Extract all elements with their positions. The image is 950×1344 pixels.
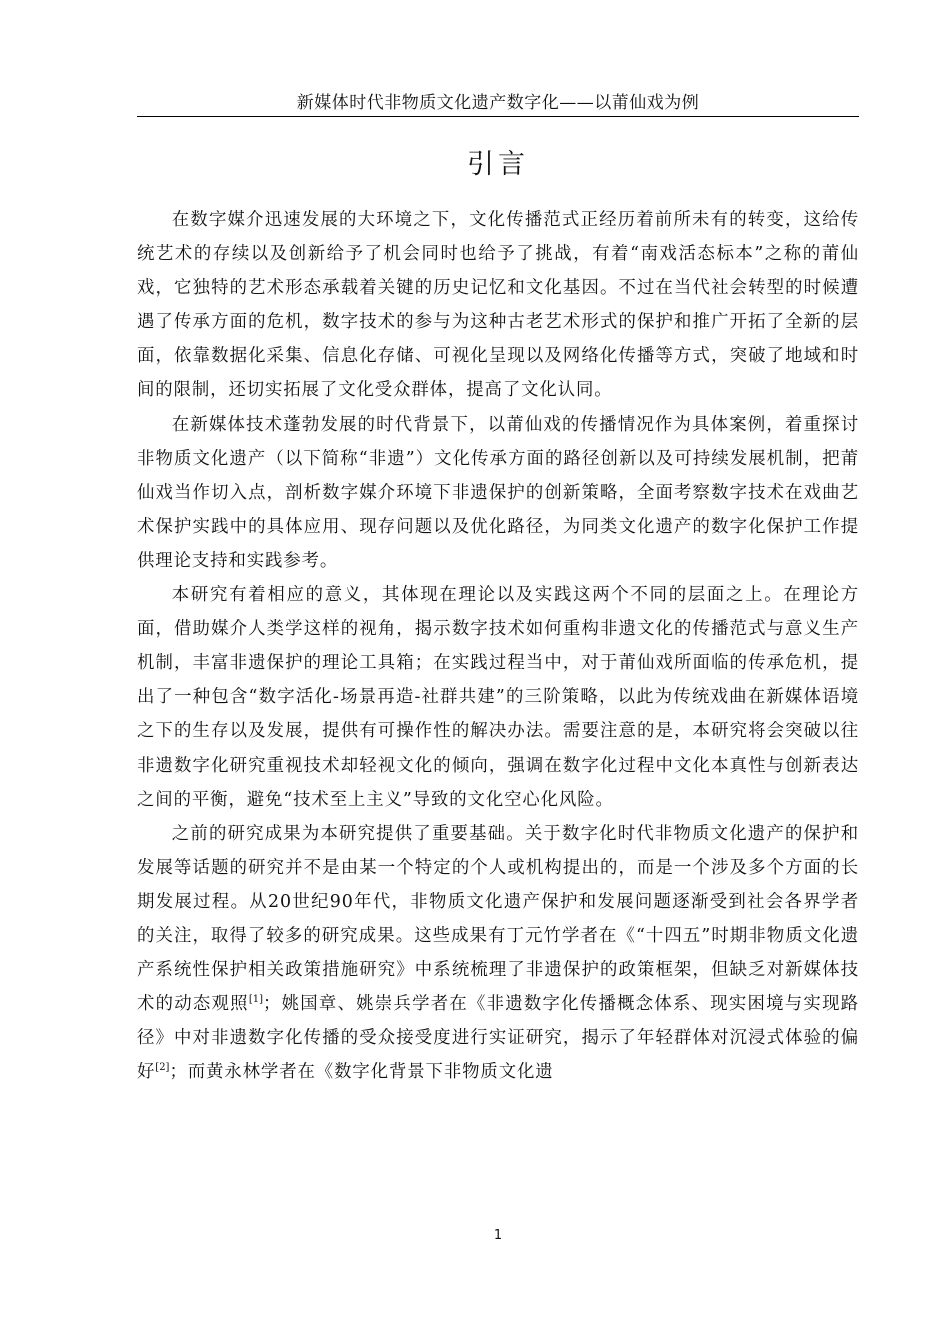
- citation-marker-2: [2]: [155, 1062, 170, 1074]
- header-rule: [137, 116, 859, 117]
- paragraph-4-text-b: ；姚国章、姚崇兵学者在《非遗数字化传播概念体系、现实困境与实现路径》中对非遗数字化传播的受众接受度进行实证研究，揭示了年轻群体对沉浸式体验的偏好: [137, 994, 859, 1083]
- running-header: 新媒体时代非物质文化遗产数字化——以莆仙戏为例: [296, 93, 700, 113]
- paragraph-1: 在数字媒介迅速发展的大环境之下，文化传播范式正经历着前所未有的转变，这给传统艺术的存续以及创新给予了机会同时也给予了挑战，有着“南戏活态标本”之称的莆仙戏，它独特的艺术形态承载着关键的历史记忆和文化基因。不过在当代社会转型的时候遭遇了传承方面的危机，数字技术的参与为这种古老艺术形式的保护和推广开拓了全新的层面，依靠数据化采集、信息化存储、可视化呈现以及网络化传播等方式，突破了地域和时间的限制，还切实拓展了文化受众群体，提高了文化认同。: [137, 210, 859, 401]
- paragraph-4-text-c: ；而黄永林学者在《数字化背景下非物质文化遗: [169, 1062, 554, 1083]
- section-title: 引言: [467, 149, 529, 180]
- paragraph-4-text-a: 之前的研究成果为本研究提供了重要基础。关于数字化时代非物质文化遗产的保护和发展等话题的研究并不是由某一个特定的个人或机构提出的，而是一个涉及多个方面的长期发展过程。从20世纪90年代，非物质文化遗产保护和发展问题逐渐受到社会各界学者的关注，取得了较多的研究成果。这些成果有丁元竹学者在《“十四五”时期非物质文化遗产系统性保护相关政策措施研究》中系统梳理了非遗保护的政策框架，但缺乏对新媒体技术的动态观照: [137, 823, 859, 1015]
- citation-marker-1: [1]: [248, 994, 263, 1006]
- page-number: 1: [493, 1228, 503, 1243]
- body-text: [137, 203, 859, 1089]
- paragraph-2: 在新媒体技术蓬勃发展的时代背景下，以莆仙戏的传播情况作为具体案例，着重探讨非物质文化遗产（以下简称“非遗”）文化传承方面的路径创新以及可持续发展机制，把莆仙戏当作切入点，剖析数字媒介环境下非遗保护的创新策略，全面考察数字技术在戏曲艺术保护实践中的具体应用、现存问题以及优化路径，为同类文化遗产的数字化保护工作提供理论支持和实践参考。: [137, 414, 859, 571]
- paragraph-3: 本研究有着相应的意义，其体现在理论以及实践这两个不同的层面之上。在理论方面，借助媒介人类学这样的视角，揭示数字技术如何重构非遗文化的传播范式与意义生产机制，丰富非遗保护的理论工具箱；在实践过程当中，对于莆仙戏所面临的传承危机，提出了一种包含“数字活化-场景再造-社群共建”的三阶策略，以此为传统戏曲在新媒体语境之下的生存以及发展，提供有可操作性的解决办法。需要注意的是，本研究将会突破以往非遗数字化研究重视技术却轻视文化的倾向，强调在数字化过程中文化本真性与创新表达之间的平衡，避免“技术至上主义”导致的文化空心化风险。: [137, 585, 859, 810]
- paragraph-4: [137, 817, 859, 1090]
